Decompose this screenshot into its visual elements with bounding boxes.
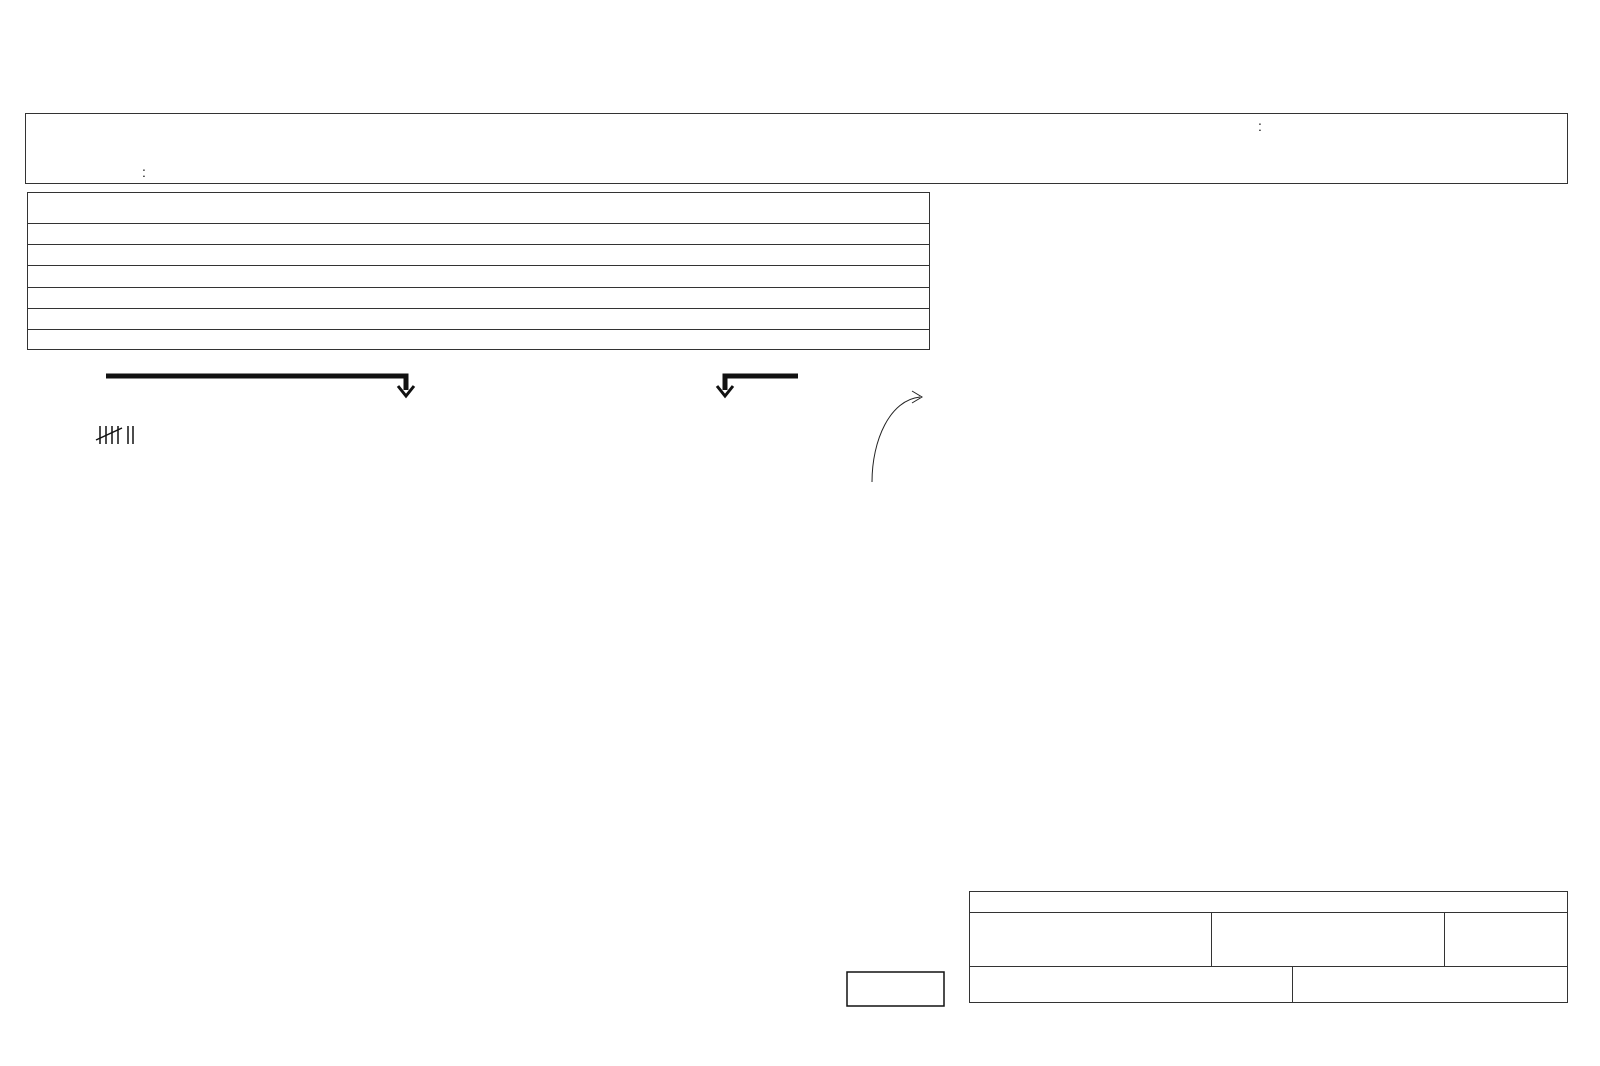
sounds-arrow-line bbox=[106, 376, 406, 390]
tally-marks-icon bbox=[96, 426, 133, 444]
subtotal-box bbox=[847, 972, 944, 1006]
day-of-week-field[interactable]: : bbox=[1258, 118, 1262, 134]
declaration-box bbox=[969, 891, 1568, 1003]
place-field[interactable]: : bbox=[142, 164, 146, 180]
create-icon-curve bbox=[872, 397, 920, 482]
emotions-arrow-line bbox=[725, 376, 798, 390]
